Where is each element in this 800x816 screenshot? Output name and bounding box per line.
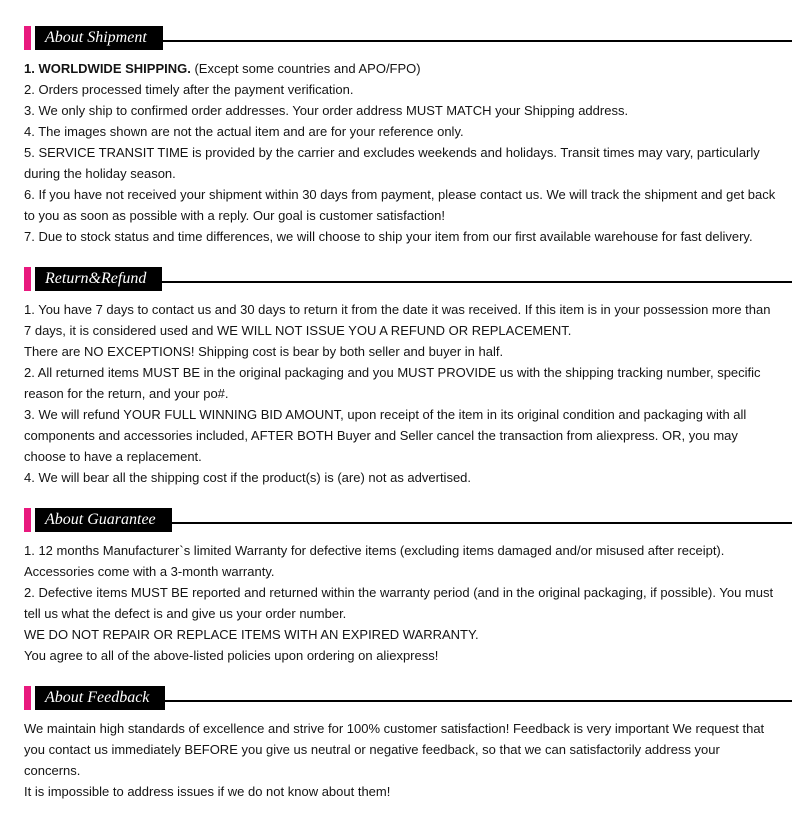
header-rule-wrap <box>162 267 796 291</box>
policy-line <box>24 540 776 582</box>
policy-line <box>24 362 776 404</box>
header-rule <box>162 281 792 283</box>
policy-text: 1. 12 months Manufacturer`s limited Warranty for defective items (excluding items damaged and/or misused after receipt). Accessories come with a 3-month warranty. <box>24 543 725 579</box>
policy-text: 3. We will refund YOUR FULL WINNING BID AMOUNT, upon receipt of the item in its original condition and packaging with all components and accessories included, AFTER BOTH Buyer and Seller cancel the transaction from aliexpress. OR, you may choose to have a replacement. <box>24 407 747 464</box>
policy-line <box>24 100 776 121</box>
section-header <box>24 686 796 710</box>
section-body <box>24 58 776 247</box>
section-header <box>24 508 796 532</box>
policy-line <box>24 142 776 184</box>
policy-line <box>24 404 776 467</box>
policy-line <box>24 299 776 341</box>
header-rule-wrap <box>165 686 796 710</box>
section-feedback <box>24 686 776 802</box>
policy-text: 5. SERVICE TRANSIT TIME is provided by the carrier and excludes weekends and holidays. Transit times may vary, particularly during the holiday season. <box>24 145 760 181</box>
policy-line <box>24 226 776 247</box>
policy-text: 2. All returned items MUST BE in the original packaging and you MUST PROVIDE us with the shipping tracking number, specific reason for the return, and your po#. <box>24 365 761 401</box>
header-rule <box>163 40 792 42</box>
section-title: About Shipment <box>35 26 163 50</box>
section-guarantee <box>24 508 776 666</box>
policy-text: 3. We only ship to confirmed order addresses. Your order address MUST MATCH your Shipping address. <box>24 103 629 118</box>
section-title: Return&Refund <box>35 267 162 291</box>
section-body <box>24 299 776 488</box>
accent-bar <box>24 26 31 50</box>
section-body <box>24 540 776 666</box>
policy-line <box>24 341 776 362</box>
policy-line <box>24 467 776 488</box>
policy-line <box>24 79 776 100</box>
policy-text: You agree to all of the above-listed policies upon ordering on aliexpress! <box>24 648 439 663</box>
policy-text: 1. You have 7 days to contact us and 30 days to return it from the date it was received. If this item is in your possession more than 7 days, it is considered used and WE WILL NOT ISSUE YOU A REFUND OR REPLACEMENT. <box>24 302 771 338</box>
policy-text: 4. We will bear all the shipping cost if the product(s) is (are) not as advertised. <box>24 470 472 485</box>
accent-bar <box>24 508 31 532</box>
policy-text: 7. Due to stock status and time differences, we will choose to ship your item from our first available warehouse for fast delivery. <box>24 229 753 244</box>
section-title: About Guarantee <box>35 508 172 532</box>
policy-line <box>24 781 776 802</box>
header-rule-wrap <box>163 26 796 50</box>
policy-text: There are NO EXCEPTIONS! Shipping cost is bear by both seller and buyer in half. <box>24 344 504 359</box>
policy-text: WE DO NOT REPAIR OR REPLACE ITEMS WITH AN EXPIRED WARRANTY. <box>24 627 479 642</box>
policy-text-bold: 1. WORLDWIDE SHIPPING. <box>24 61 191 76</box>
policy-line <box>24 718 776 781</box>
header-rule <box>165 700 792 702</box>
accent-bar <box>24 267 31 291</box>
section-header <box>24 267 796 291</box>
policy-text: We maintain high standards of excellence and strive for 100% customer satisfaction! Feedback is very important We request that you contact us immediately BEFORE you give us neutral or negative feedback, so that we can satisfactorily address your concerns. <box>24 721 765 778</box>
policy-text: 6. If you have not received your shipment within 30 days from payment, please contact us. We will track the shipment and get back to you as soon as possible with a reply. Our goal is customer satisfaction! <box>24 187 776 223</box>
policy-sections <box>24 26 776 802</box>
policy-text: 2. Orders processed timely after the payment verification. <box>24 82 354 97</box>
policy-line <box>24 121 776 142</box>
section-shipment <box>24 26 776 247</box>
section-title: About Feedback <box>35 686 165 710</box>
policy-text: (Except some countries and APO/FPO) <box>190 61 421 76</box>
policy-line <box>24 184 776 226</box>
accent-bar <box>24 686 31 710</box>
section-header <box>24 26 796 50</box>
policy-line <box>24 645 776 666</box>
policy-line <box>24 58 776 79</box>
policy-line <box>24 624 776 645</box>
header-rule <box>172 522 792 524</box>
policy-text: 2. Defective items MUST BE reported and returned within the warranty period (and in the original packaging, if possible). You must tell us what the defect is and give us your order number. <box>24 585 774 621</box>
policy-text: 4. The images shown are not the actual item and are for your reference only. <box>24 124 464 139</box>
policy-text: It is impossible to address issues if we do not know about them! <box>24 784 391 799</box>
policy-line <box>24 582 776 624</box>
header-rule-wrap <box>172 508 796 532</box>
section-return-refund <box>24 267 776 488</box>
section-body <box>24 718 776 802</box>
